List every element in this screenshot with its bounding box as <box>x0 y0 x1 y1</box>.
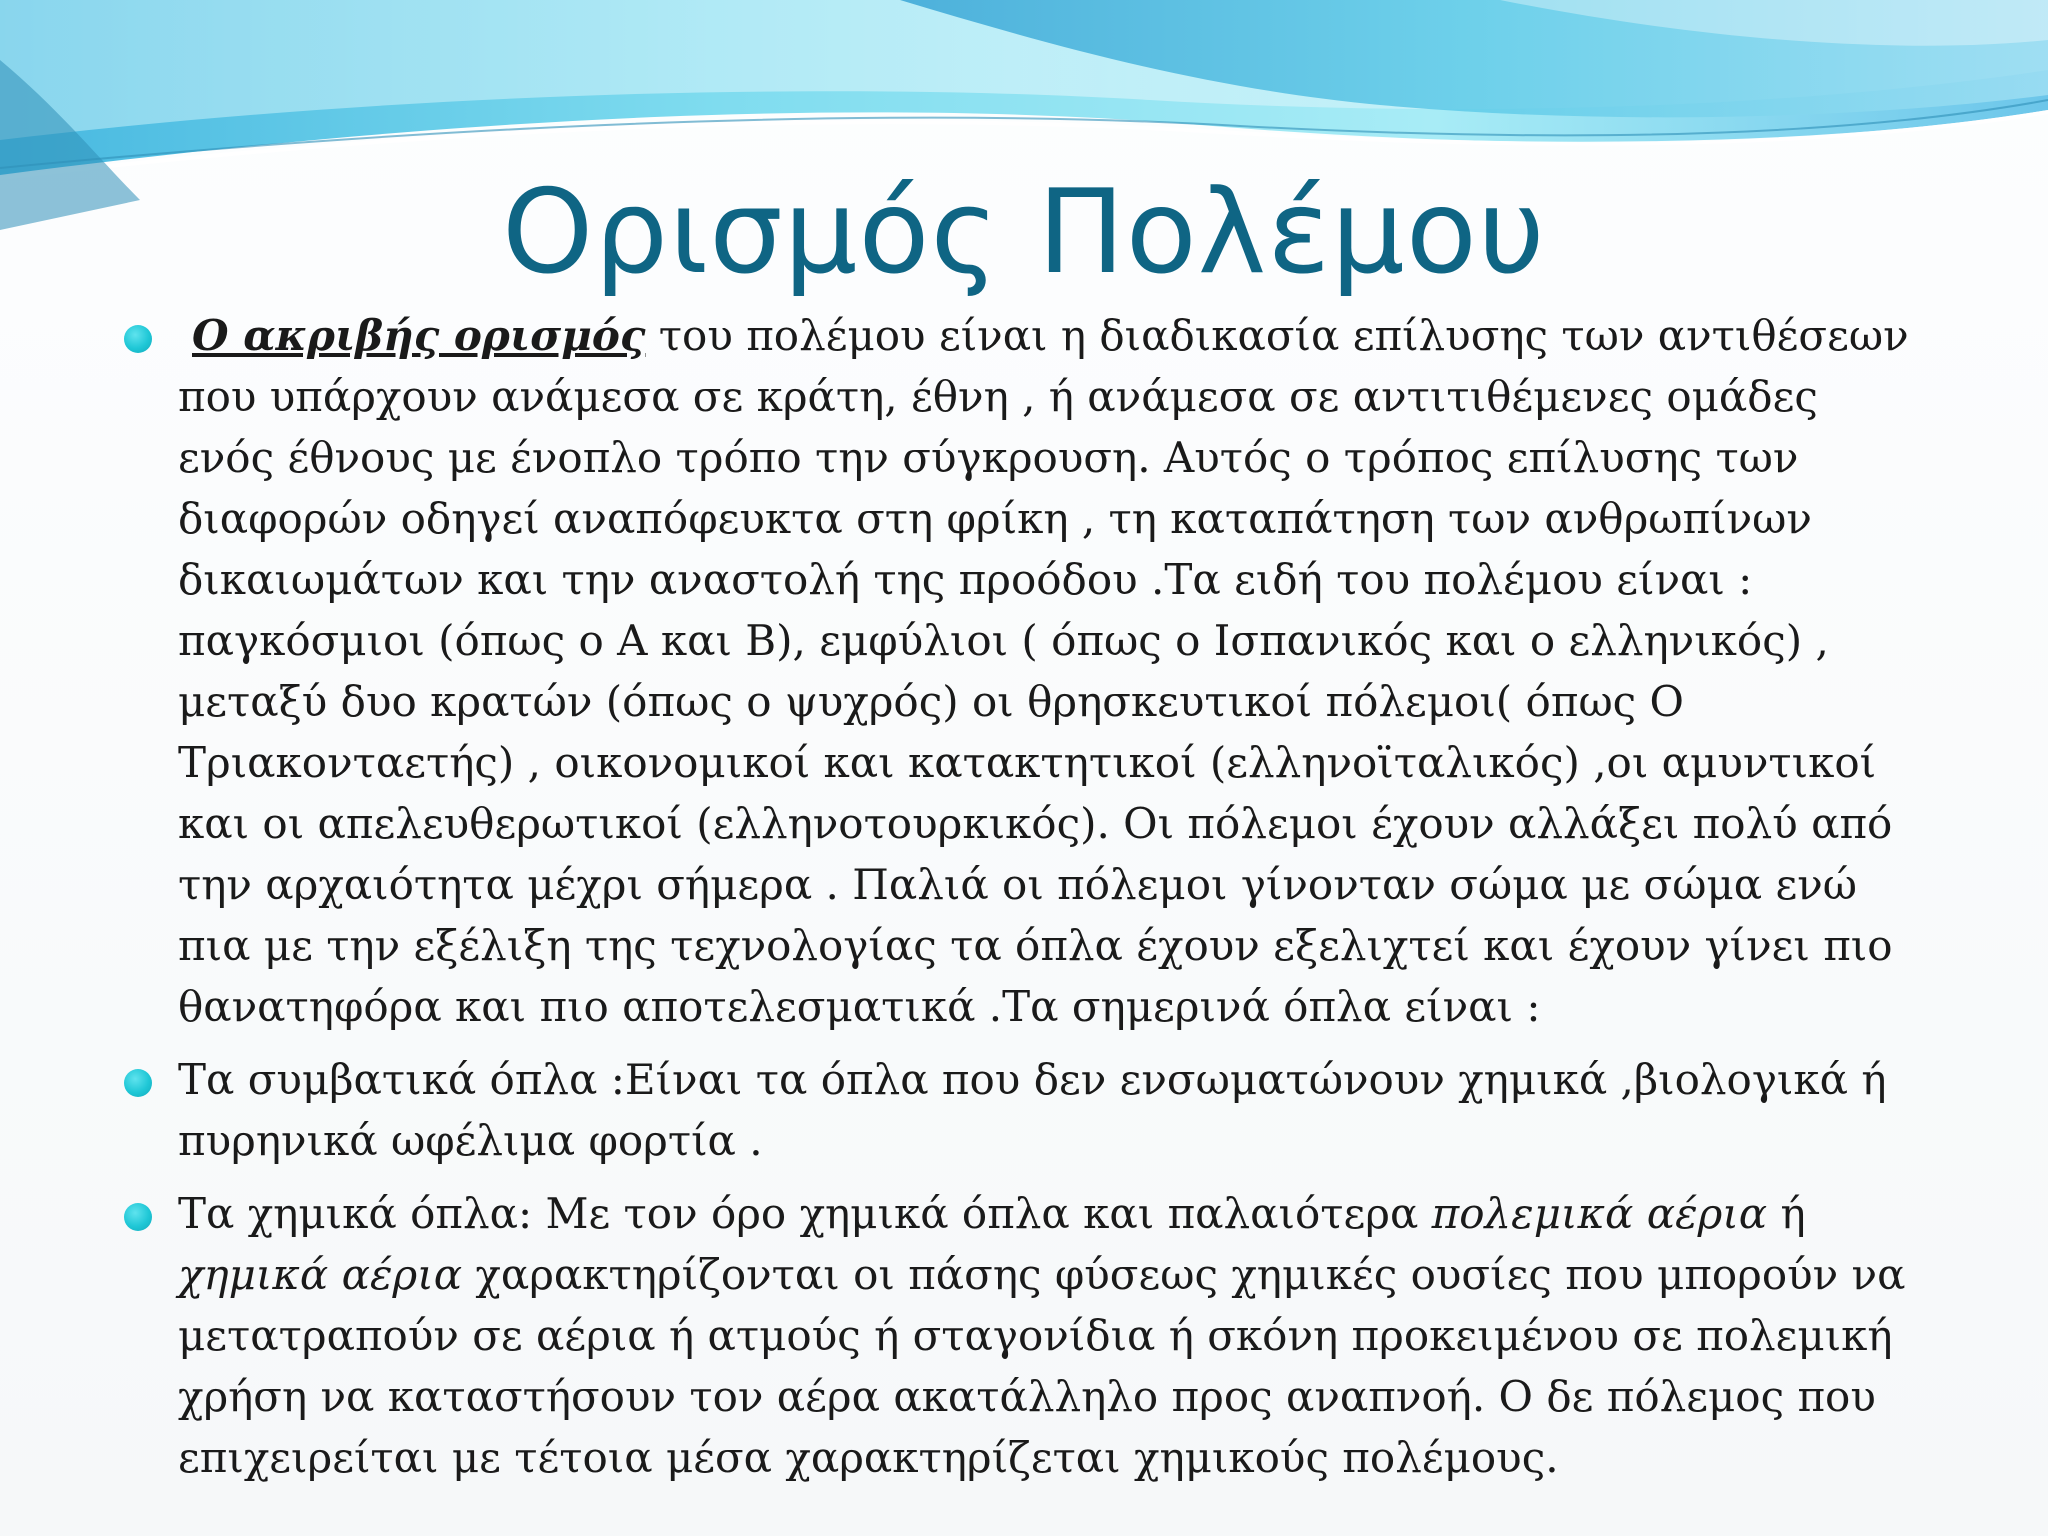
bullet-item-conventional-weapons <box>0 1049 2048 1171</box>
bullet-text <box>178 1183 1918 1488</box>
bullet-text <box>178 305 1918 1037</box>
bullet-lead-text: Ο ακριβής ορισμός <box>192 311 646 360</box>
bullet-italic-term: πολεμικά αέρια <box>1431 1189 1768 1238</box>
bullet-list <box>0 305 2048 1500</box>
bullet-body-text: χαρακτηρίζονται οι πάσης φύσεως χημικές ουσίες που μπορούν να μετατραπούν σε αέρια ή ατμούς ή σταγονίδια ή σκόνη προκειμένου σε πολεμική χρήση να καταστήσουν τον αέρα ακατάλληλο προς αναπνοή. Ο δε πόλεμος που επιχειρείται με τέτοια μέσα χαρακτηρίζεται χημικούς πολέμους. <box>178 1250 1906 1482</box>
bullet-body-text: ή <box>1767 1189 1806 1238</box>
slide-title: Ορισμός Πολέμου <box>502 165 1546 300</box>
bullet-item-definition <box>0 305 2048 1037</box>
bullet-text: Τα συμβατικά όπλα :Είναι τα όπλα που δεν ενσωματώνουν χημικά ,βιολογικά ή πυρηνικά ωφέλιμα φορτία . <box>178 1055 1887 1165</box>
bullet-dot-icon <box>124 1203 152 1231</box>
bullet-dot-icon <box>124 1069 152 1097</box>
bullet-item-chemical-weapons <box>0 1183 2048 1488</box>
bullet-body-text: του πολέμου είναι η διαδικασία επίλυσης των αντιθέσεων που υπάρχουν ανάμεσα σε κράτη, έθνη , ή ανάμεσα σε αντιτιθέμενες ομάδες ενός έθνους με ένοπλο τρόπο την σύγκρουση. Αυτός ο τρόπος επίλυσης των διαφορών οδηγεί αναπόφευκτα στη φρίκη , τη καταπάτηση των ανθρωπίνων δικαιωμάτων και την αναστολή της προόδου .Τα ειδή του πολέμου είναι : παγκόσμιοι (όπως ο Α και Β), εμφύλιοι ( όπως ο Ισπανικός και ο ελληνικός) , μεταξύ δυο κρατών (όπως ο ψυχρός) οι θρησκευτικοί πόλεμοι( όπως Ο Τριακονταετής) , οικονομικοί και κατακτητικοί (ελληνοϊταλικός) ,οι αμυντικοί και οι απελευθερωτικοί (ελληνοτουρκικός). Οι πόλεμοι έχουν αλλάξει πολύ από την αρχαιότητα μέχρι σήμερα . Παλιά οι πόλεμοι γίνονταν σώμα με σώμα ενώ πια με την εξέλιξη της τεχνολογίας τα όπλα έχουν εξελιχτεί και έχουν γίνει πιο θανατηφόρα και πιο αποτελεσματικά .Τα σημερινά όπλα είναι : <box>178 311 1909 1031</box>
bullet-italic-term: χημικά αέρια <box>178 1250 463 1299</box>
bullet-dot-icon <box>124 325 152 353</box>
bullet-body-text: Τα χημικά όπλα: Με τον όρο χημικά όπλα και παλαιότερα <box>178 1189 1432 1238</box>
